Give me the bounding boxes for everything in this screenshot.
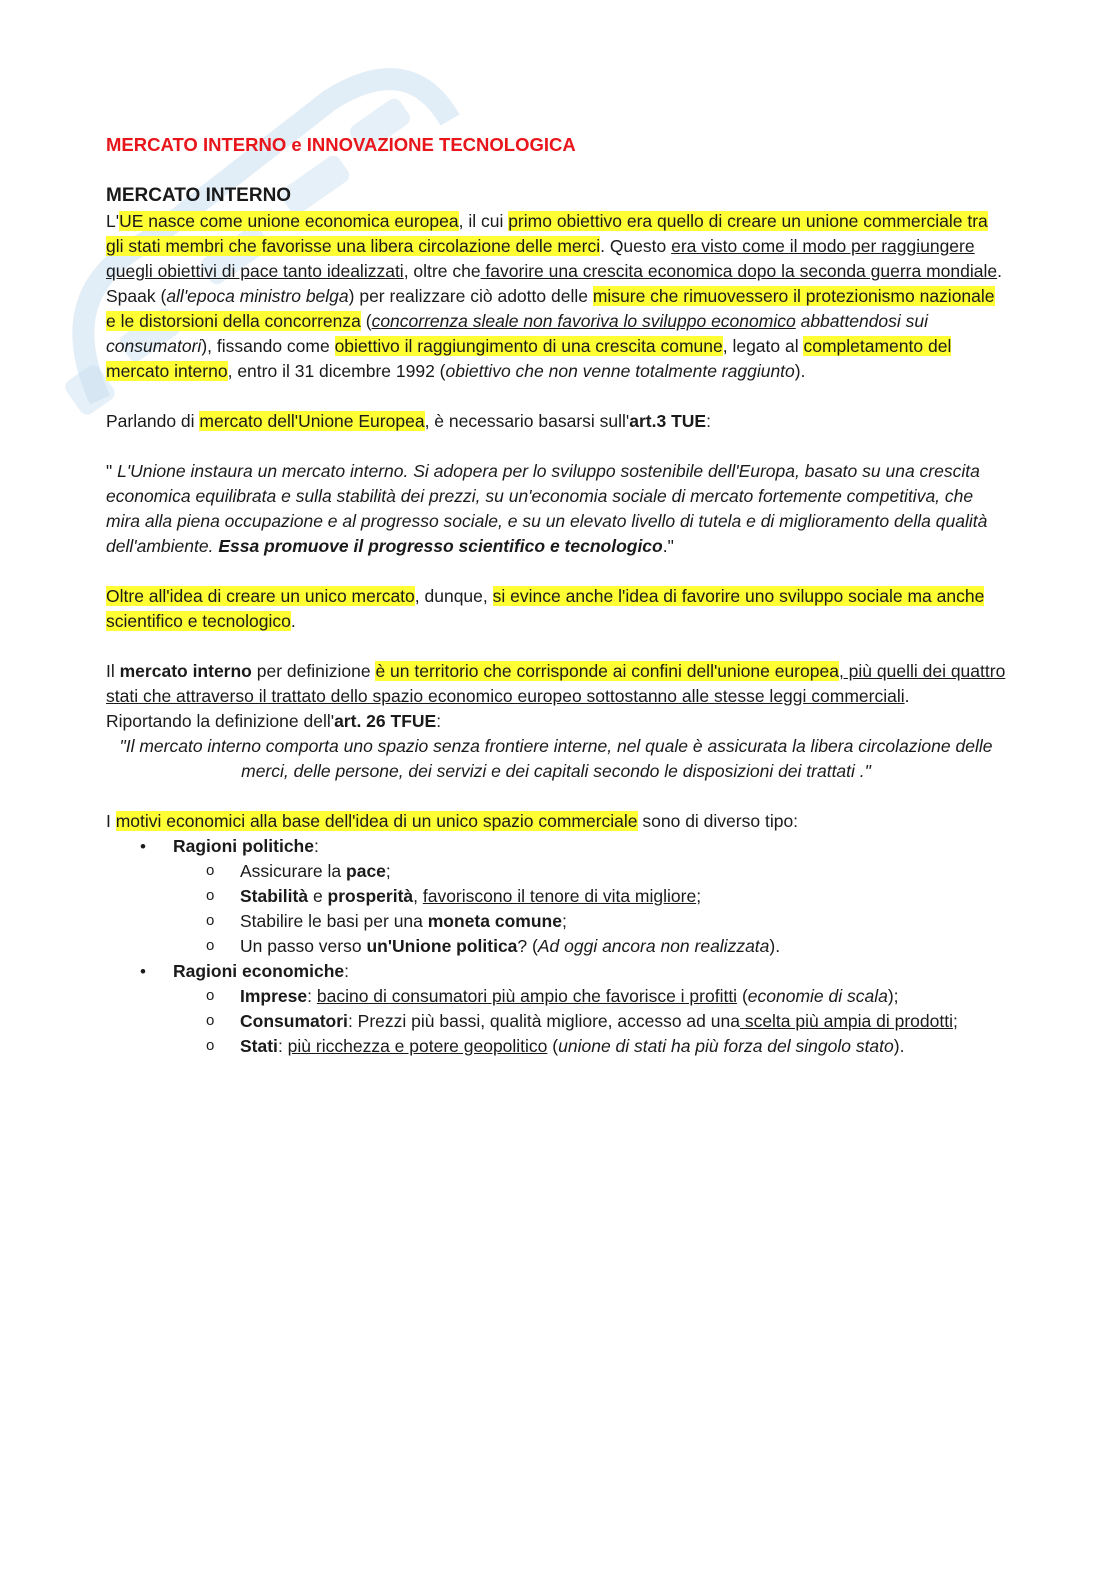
paragraph-art3: Parlando di mercato dell'Unione Europea, è necessario basarsi sull'art.3 TUE:: [106, 411, 711, 431]
list-item: o Consumatori: Prezzi più bassi, qualità migliore, accesso ad una scelta più ampia di prodotti;: [173, 1009, 1006, 1034]
list-item: o Stati: più ricchezza e potere geopolitico (unione di stati ha più forza del singolo stato).: [173, 1034, 1006, 1059]
sublist-politiche: [173, 859, 1006, 959]
paragraph-sviluppo: Oltre all'idea di creare un unico mercato, dunque, si evince anche l'idea di favorire uno sviluppo sociale ma anche scientifico e tecnologico.: [106, 586, 985, 631]
paragraph-definizione: Il mercato interno per definizione è un territorio che corrisponde ai confini dell'unione europea, più quelli dei quattro stati che attraverso il trattato dello spazio economico europeo sottostanno alle stesse leggi commerciali.: [106, 661, 1006, 706]
paragraph-motivi: I motivi economici alla base dell'idea di un unico spazio commerciale sono di diverso tipo:: [106, 811, 799, 831]
list-item: o Imprese: bacino di consumatori più ampio che favorisce i profitti (economie di scala);: [173, 984, 1006, 1009]
sublist-economiche: [173, 984, 1006, 1059]
document-page: [106, 132, 1006, 1059]
list-item: o Stabilire le basi per una moneta comune;: [173, 909, 1006, 934]
list-item: o Assicurare la pace;: [173, 859, 1006, 884]
document-title: MERCATO INTERNO e INNOVAZIONE TECNOLOGICA: [106, 134, 576, 155]
reasons-list: [106, 834, 1006, 1059]
list-item-ragioni-economiche: • Ragioni economiche: o Imprese: bacino di consumatori più ampio che favorisce i profitti (economie di scala); o Consumatori: Prezzi più bassi, qualità migliore, accesso ad una scelta più ampia di prodotti; o Stati: più ricchezza e potere geopolitico (unione di stati ha più forza del singolo stato).: [106, 959, 1006, 1059]
quote-art26: "Il mercato interno comporta uno spazio senza frontiere interne, nel quale è assicurata la libera circolazione delle merci, delle persone, dei servizi e dei capitali secondo le disposizioni dei trattati .": [119, 736, 993, 781]
list-item-ragioni-politiche: • Ragioni politiche: o Assicurare la pace; o Stabilità e prosperità, favoriscono il tenore di vita migliore; o Stabilire le basi per una moneta comune; o Un passo verso un'Unione politica? (Ad oggi ancora non realizzata).: [106, 834, 1006, 959]
paragraph-art26: Riportando la definizione dell'art. 26 TFUE:: [106, 711, 442, 731]
quote-art3: " L'Unione instaura un mercato interno. Si adopera per lo sviluppo sostenibile dell'Europa, basato su una crescita economica equilibrata e sulla stabilità dei prezzi, su un'economia sociale di mercato fortemente competitiva, che mira alla piena occupazione e al progresso sociale, e su un elevato livello di tutela e di miglioramento della qualità dell'ambiente. Essa promuove il progresso scientifico e tecnologico.": [106, 461, 988, 556]
section-heading: MERCATO INTERNO: [106, 185, 292, 206]
list-item: o Un passo verso un'Unione politica? (Ad oggi ancora non realizzata).: [173, 934, 1006, 959]
list-item: o Stabilità e prosperità, favoriscono il tenore di vita migliore;: [173, 884, 1006, 909]
paragraph-intro: L'UE nasce come unione economica europea, il cui primo obiettivo era quello di creare un unione commerciale tra gli stati membri che favorisse una libera circolazione delle merci. Questo era visto come il modo per raggiungere quegli obiettivi di pace tanto idealizzati, oltre che favorire una crescita economica dopo la seconda guerra mondiale.: [106, 211, 1002, 281]
paragraph-spaak: Spaak (all'epoca ministro belga) per realizzare ciò adotto delle misure che rimuovessero il protezionismo nazionale e le distorsioni della concorrenza (concorrenza sleale non favoriva lo sviluppo economico abbattendosi sui consumatori), fissando come obiettivo il raggiungimento di una crescita comune, legato al completamento del mercato interno, entro il 31 dicembre 1992 (obiettivo che non venne totalmente raggiunto).: [106, 286, 995, 381]
